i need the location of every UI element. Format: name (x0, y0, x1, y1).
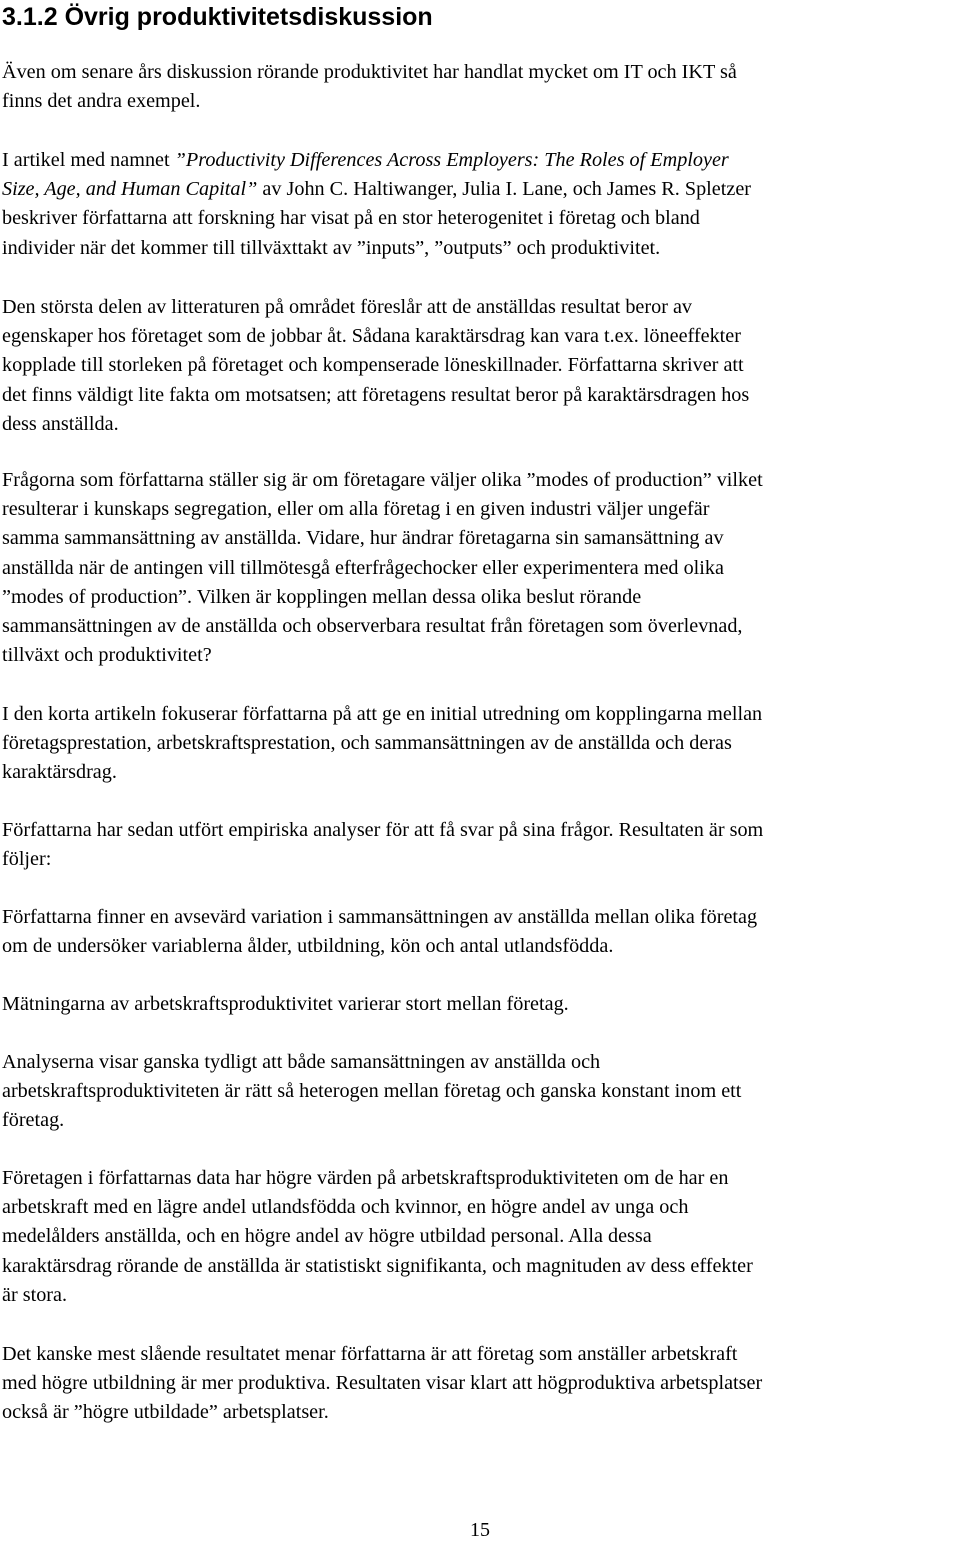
text-run: karaktärsdrag rörande de anställda är statistiskt signifikanta, och magnituden av dess effekter (2, 1254, 753, 1277)
text-line (2, 1398, 958, 1427)
paragraph (2, 1340, 958, 1428)
text-line (2, 1106, 958, 1135)
paragraph (2, 990, 958, 1019)
text-run: med högre utbildning är mer produktiva. Resultaten visar klart att högproduktiva arbetsplatser (2, 1372, 763, 1395)
text-line (2, 1077, 958, 1106)
section-title: Övrig produktivitetsdiskussion (64, 3, 433, 31)
text-line (2, 816, 958, 845)
section-heading (2, 2, 433, 32)
text-run: Det kanske mest slående resultatet menar författarna är att företag som anställer arbetskraft (2, 1343, 738, 1365)
text-run: också är ”högre utbildade” arbetsplatser. (2, 1401, 329, 1424)
text-line (2, 322, 958, 351)
text-run: finns det andra exempel. (2, 90, 201, 113)
text-run: Analyserna visar ganska tydligt att både samansättningen av anställda och (2, 1051, 601, 1073)
text-run: tillväxt och produktivitet? (2, 644, 212, 667)
text-run: I artikel med namnet (2, 149, 175, 171)
text-line (2, 845, 958, 874)
paragraph (2, 903, 958, 961)
text-run: följer: (2, 848, 52, 871)
text-run: arbetskraftsproduktiviteten är rätt så heterogen mellan företag och ganska konstant inom ett (2, 1080, 742, 1103)
text-line (2, 990, 958, 1019)
paragraph (2, 146, 958, 263)
text-line (2, 58, 958, 87)
text-line (2, 1164, 958, 1193)
paragraph (2, 816, 958, 874)
text-line (2, 1281, 958, 1310)
text-run: I den korta artikeln fokuserar författarna på att ge en initial utredning om kopplingarna mellan (2, 703, 763, 725)
text-run: kopplade till storleken på företaget och kompenserade löneskillnader. Författarna skriver att (2, 354, 744, 377)
text-line (2, 87, 958, 116)
text-run: företag. (2, 1109, 65, 1132)
text-line (2, 1340, 958, 1369)
text-run: Den största delen av litteraturen på området föreslår att de anställdas resultat beror av (2, 296, 693, 318)
text-run: av John C. Haltiwanger, Julia I. Lane, och James R. Spletzer (257, 178, 752, 201)
text-line (2, 1222, 958, 1251)
text-run: Även om senare års diskussion rörande produktivitet har handlat mycket om IT och IKT så (2, 61, 737, 83)
text-line (2, 1048, 958, 1077)
text-run: Författarna finner en avsevärd variation i sammansättningen av anställda mellan olika företag (2, 906, 758, 928)
text-run: Företagen i författarnas data har högre värden på arbetskraftsproduktiviteten om de har en (2, 1167, 729, 1189)
text-line (2, 932, 958, 961)
text-run: individer när det kommer till tillväxttakt av ”inputs”, ”outputs” och produktivitet. (2, 236, 661, 259)
text-line (2, 381, 958, 410)
paragraph (2, 1164, 958, 1310)
text-line (2, 410, 958, 439)
text-line (2, 758, 958, 787)
text-run: beskriver författarna att forskning har visat på en stor heterogenitet i företag och bland (2, 207, 700, 230)
text-run: resulterar i kunskaps segregation, eller om alla företag i en given industri väljer ungefär (2, 498, 710, 521)
italic-title-text: ”Productivity Differences Across Employers: The Roles of Employer (174, 149, 729, 171)
text-line (2, 293, 958, 322)
text-line (2, 903, 958, 932)
text-run: ”modes of production”. Vilken är kopplingen mellan dessa olika beslut rörande (2, 585, 642, 608)
text-run: samma sammansättning av anställda. Vidare, hur ändrar företagarna sin samansättning av (2, 527, 724, 550)
text-line (2, 495, 958, 524)
text-line (2, 1369, 958, 1398)
text-line (2, 351, 958, 380)
text-line (2, 1252, 958, 1281)
text-line (2, 466, 958, 495)
text-run: karaktärsdrag. (2, 761, 117, 784)
text-line (2, 204, 958, 233)
text-run: egenskaper hos företaget som de jobbar åt. Sådana karaktärsdrag kan vara t.ex. löneeffekter (2, 325, 741, 348)
text-run: Mätningarna av arbetskraftsproduktivitet varierar stort mellan företag. (2, 993, 569, 1015)
italic-title-text: Size, Age, and Human Capital” (2, 178, 258, 201)
paragraph (2, 58, 958, 116)
page-number: 15 (470, 1519, 490, 1541)
text-line (2, 554, 958, 583)
text-line (2, 641, 958, 670)
text-line (2, 729, 958, 758)
text-line (2, 524, 958, 553)
text-run: medelålders anställda, och en högre andel av högre utbildad personal. Alla dessa (2, 1225, 652, 1248)
text-run: arbetskraft med en lägre andel utlandsfödda och kvinnor, en högre andel av unga och (2, 1196, 689, 1219)
text-run: om de undersöker variablerna ålder, utbildning, kön och antal utlandsfödda. (2, 935, 614, 958)
text-line (2, 175, 958, 204)
text-run: företagsprestation, arbetskraftsprestation, och sammansättningen av de anställda och deras (2, 732, 732, 755)
text-run: Frågorna som författarna ställer sig är om företagare väljer olika ”modes of production” vilket (2, 469, 763, 491)
paragraph (2, 466, 958, 670)
text-line (2, 612, 958, 641)
paragraph (2, 1048, 958, 1136)
paragraph (2, 700, 958, 788)
text-run: dess anställda. (2, 412, 119, 435)
text-run: anställda när de antingen vill tillmötesgå efterfrågechocker eller experimentera med olika (2, 556, 724, 579)
paragraph (2, 293, 958, 439)
text-run: är stora. (2, 1283, 68, 1306)
text-line (2, 234, 958, 263)
text-line (2, 1193, 958, 1222)
text-run: Författarna har sedan utfört empiriska analyser för att få svar på sina frågor. Resultaten är som (2, 819, 764, 841)
text-line (2, 146, 958, 175)
text-line (2, 700, 958, 729)
text-run: det finns väldigt lite fakta om motsatsen; att företagens resultat beror på karaktärsdragen hos (2, 383, 750, 406)
text-run: sammansättningen av de anställda och observerbara resultat från företagen som överlevnad, (2, 615, 743, 638)
section-number: 3.1.2 (2, 3, 58, 31)
text-line (2, 583, 958, 612)
